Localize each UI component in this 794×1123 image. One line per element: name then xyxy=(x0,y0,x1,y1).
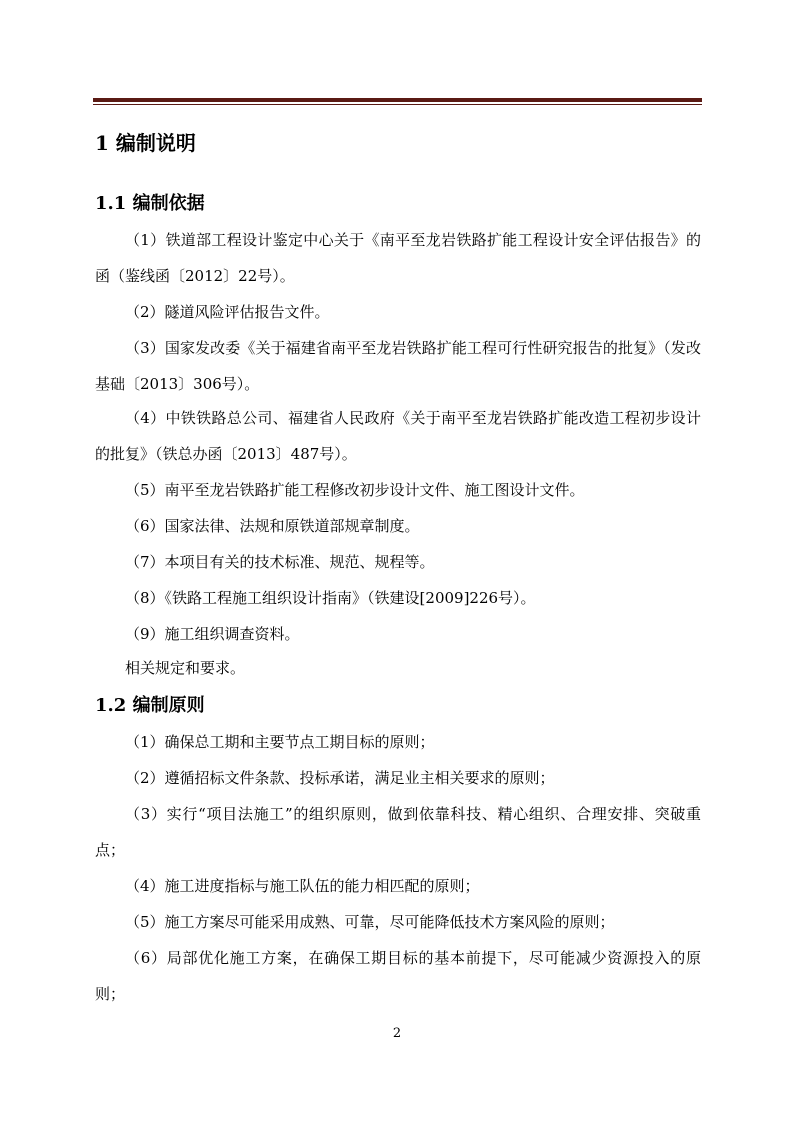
principle-item-4: （4）施工进度指标与施工队伍的能力相匹配的原则； xyxy=(125,877,480,895)
basis-item-8: （8）《铁路工程施工组织设计指南》（铁建设[2009]226号）。 xyxy=(125,589,536,607)
principle-item-6: （6）局部优化施工方案，在确保工期目标的基本前提下，尽可能减少资源投入的原则； xyxy=(95,949,701,1003)
principle-item-1: （1）确保总工期和主要节点工期目标的原则； xyxy=(125,733,435,751)
heading-1: 1 编制说明 xyxy=(95,131,196,155)
basis-item-4: （4）中铁铁路总公司、福建省人民政府《关于南平至龙岩铁路扩能改造工程初步设计的批复》（铁总办函〔2013〕487号）。 xyxy=(95,409,701,463)
basis-item-2: （2）隧道风险评估报告文件。 xyxy=(125,303,330,321)
basis-item-9: （9）施工组织调查资料。 xyxy=(125,625,300,643)
principle-item-5: （5）施工方案尽可能采用成熟、可靠，尽可能降低技术方案风险的原则； xyxy=(125,913,615,931)
basis-item-3: （3）国家发改委《关于福建省南平至龙岩铁路扩能工程可行性研究报告的批复》（发改基础〔2013〕306号）。 xyxy=(95,339,701,393)
principle-item-3: （3）实行“项目法施工”的组织原则，做到依靠科技、精心组织、合理安排、突破重点； xyxy=(95,805,701,859)
basis-item-6: （6）国家法律、法规和原铁道部规章制度。 xyxy=(125,517,420,535)
section-title-principles: 1.2 编制原则 xyxy=(95,695,205,716)
basis-item-1: （1）铁道部工程设计鉴定中心关于《南平至龙岩铁路扩能工程设计安全评估报告》的函（鉴线函〔2012〕22号）。 xyxy=(95,231,701,285)
principle-item-2: （2）遵循招标文件条款、投标承诺，满足业主相关要求的原则； xyxy=(125,769,555,787)
basis-item-5: （5）南平至龙岩铁路扩能工程修改初步设计文件、施工图设计文件。 xyxy=(125,481,585,499)
basis-item-10: 相关规定和要求。 xyxy=(125,659,246,677)
header-rule xyxy=(93,98,702,102)
basis-item-7: （7）本项目有关的技术标准、规范、规程等。 xyxy=(125,553,435,571)
header-rule-thin xyxy=(93,104,702,105)
page-number: 2 xyxy=(392,1026,402,1041)
section-title-basis: 1.1 编制依据 xyxy=(95,193,205,214)
